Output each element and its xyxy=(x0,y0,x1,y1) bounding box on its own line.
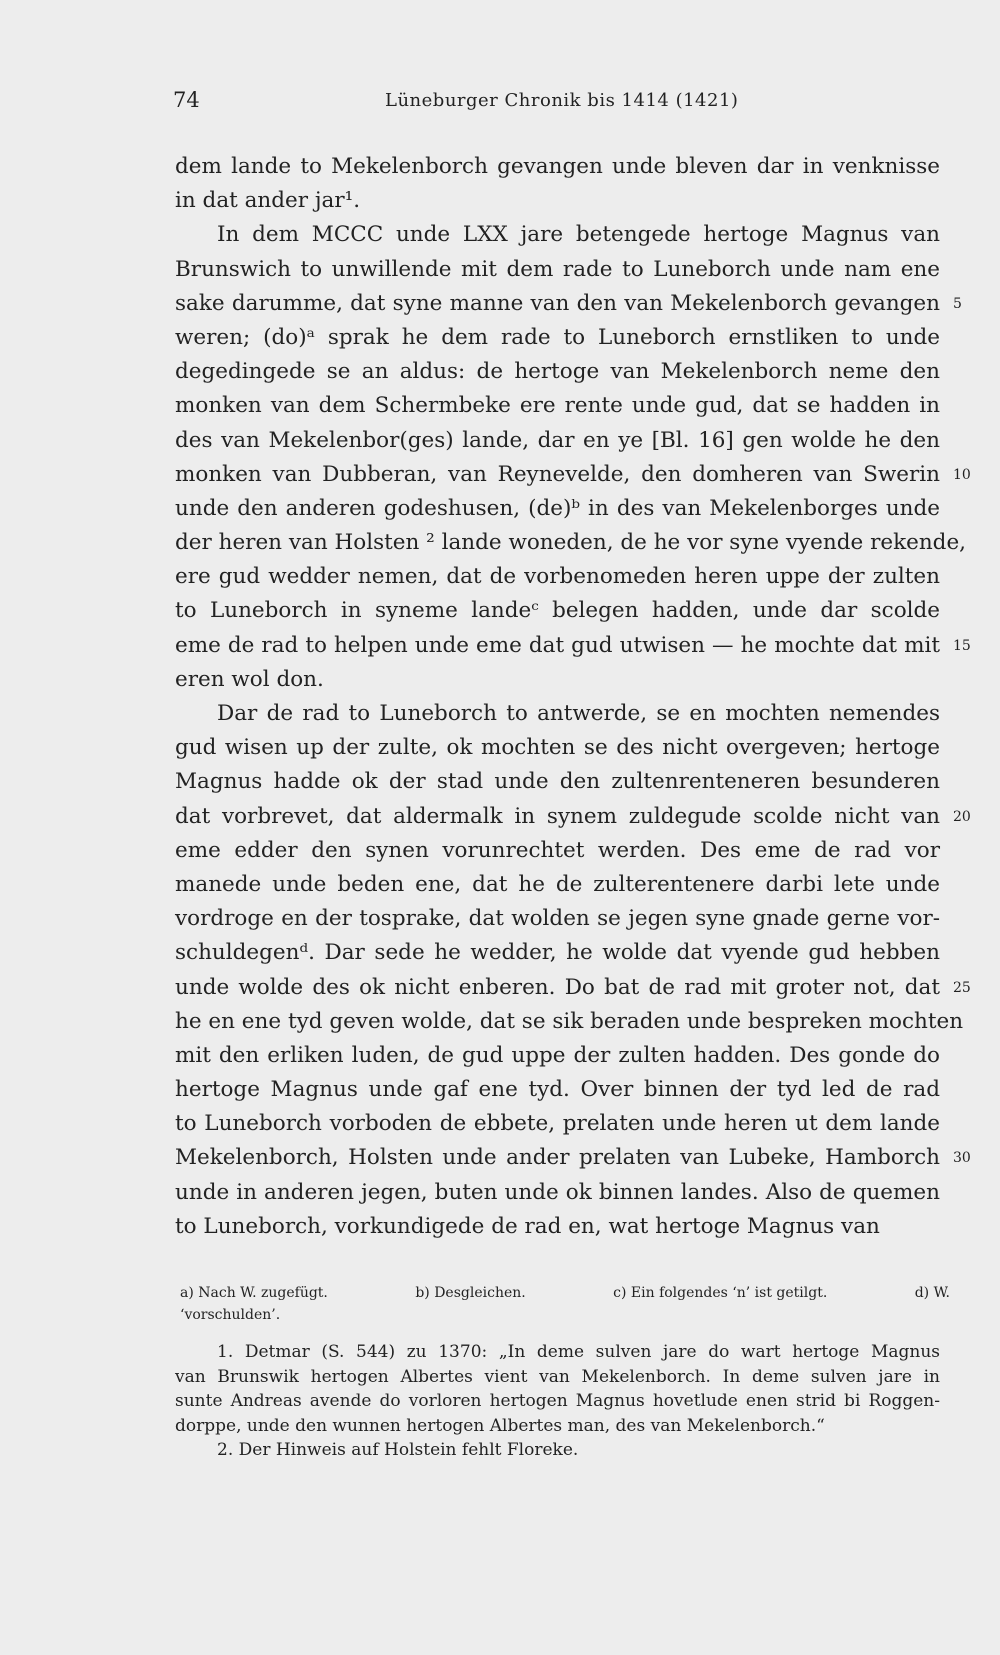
text-line-content: Mekelenborch, Holsten unde ander prelaten van Lubeke, Hamborch xyxy=(175,1145,940,1171)
text-line-content: degedingede se an aldus: de hertoge van Mekelenborch neme den xyxy=(175,359,940,385)
line-number: 20 xyxy=(953,808,971,825)
running-title: Lüneburger Chronik bis 1414 (1421) xyxy=(385,90,739,111)
text-line xyxy=(175,184,940,218)
main-text xyxy=(175,150,971,1244)
text-line xyxy=(175,1005,964,1039)
text-line-content: des van Mekelenbor(ges) lande, dar en ye [Bl. 16] gen wolde he den xyxy=(175,427,940,453)
variant-notes xyxy=(180,1282,950,1326)
text-line xyxy=(175,1073,940,1107)
line-number: 25 xyxy=(953,979,971,996)
line-number: 15 xyxy=(953,637,971,654)
text-line xyxy=(175,1141,971,1175)
footnote-1-line: dorppe, unde den wunnen hertogen Albertes man, des van Mekelenborch.“ xyxy=(175,1415,825,1436)
text-line-content: ere gud wedder nemen, dat de vorbenomeden heren uppe der zulten xyxy=(175,564,940,590)
text-line-content: unde in anderen jegen, buten unde ok binnen landes. Also de quemen xyxy=(175,1179,940,1205)
page-number: 74 xyxy=(173,88,200,112)
text-line xyxy=(175,355,940,389)
text-line xyxy=(175,868,940,902)
line-number: 5 xyxy=(953,295,962,312)
text-line-content: manede unde beden ene, dat he de zulterentenere darbi lete unde xyxy=(175,871,940,897)
text-line-content: Brunswich to unwillende mit dem rade to Luneborch unde nam ene xyxy=(175,256,940,282)
text-line-content: in dat ander jar¹. xyxy=(175,188,361,214)
text-line xyxy=(175,902,940,936)
text-line-content: Dar de rad to Luneborch to antwerde, se en mochten nemendes xyxy=(217,701,940,726)
text-line xyxy=(175,150,940,184)
text-line-content: hertoge Magnus unde gaf ene tyd. Over binnen der tyd led de rad xyxy=(175,1077,940,1103)
text-line xyxy=(175,321,940,355)
page-header xyxy=(0,88,1000,118)
text-line-content: Magnus hadde ok der stad unde den zultenrenteneren besunderen xyxy=(175,769,940,795)
text-line-content: unde wolde des ok nicht enberen. Do bat de rad mit groter not, dat xyxy=(175,974,940,1000)
footnote-1-line: 1. Detmar (S. 544) zu 1370: „In deme sulven jare do wart hertoge Magnus xyxy=(217,1342,940,1362)
text-line-content: monken van Dubberan, van Reynevelde, den domheren van Swerin xyxy=(175,461,940,487)
text-line xyxy=(175,1210,940,1244)
text-line-content: dat vorbrevet, dat aldermalk in synem zuldegude scolde nicht van xyxy=(175,803,940,829)
text-line-content: sake darumme, dat syne manne van den van Mekelenborch gevangen xyxy=(175,290,940,316)
text-line-content: vordroge en der tosprake, dat wolden se jegen syne gnade gerne vor- xyxy=(175,906,940,932)
text-line xyxy=(175,458,971,492)
text-line xyxy=(175,560,940,594)
text-line-content: dem lande to Mekelenborch gevangen unde bleven dar in venknisse xyxy=(175,154,940,179)
variant-note-b: b) Desgleichen. xyxy=(415,1285,526,1301)
line-number: 30 xyxy=(953,1150,971,1167)
text-line xyxy=(175,765,940,799)
text-line xyxy=(175,800,971,834)
text-line xyxy=(175,389,940,423)
variant-note-d: d) W. xyxy=(914,1285,950,1301)
line-number: 10 xyxy=(953,466,971,483)
text-line xyxy=(175,218,940,252)
text-line-content: schuldegenᵈ. Dar sede he wedder, he wolde dat vyende gud hebben xyxy=(175,940,940,966)
text-line xyxy=(175,492,940,526)
text-line xyxy=(175,936,940,970)
text-line-content: unde den anderen godeshusen, (de)ᵇ in des van Mekelenborges unde xyxy=(175,495,940,521)
text-line-content: eme de rad to helpen unde eme dat gud utwisen — he mochte dat mit xyxy=(175,632,940,658)
text-line-content: to Luneborch, vorkundigede de rad en, wat hertoge Magnus van xyxy=(175,1213,880,1239)
text-line xyxy=(175,253,940,287)
text-line xyxy=(175,697,940,731)
footnotes xyxy=(175,1340,945,1463)
text-line xyxy=(175,663,940,697)
footnote-1-line: van Brunswik hertogen Albertes vient van Mekelenborch. In deme sulven jare in xyxy=(175,1366,940,1387)
text-line-content: eren wol don. xyxy=(175,666,324,692)
text-line xyxy=(175,1176,940,1210)
footnote-2: 2. Der Hinweis auf Holstein fehlt Floreke. xyxy=(217,1440,579,1460)
text-line-content: he en ene tyd geven wolde, dat se sik beraden unde bespreken mochten xyxy=(175,1008,964,1034)
variant-note-a: a) Nach W. zugefügt. xyxy=(180,1285,328,1301)
text-line xyxy=(175,629,971,663)
text-line-content: monken van dem Schermbeke ere rente unde gud, dat se hadden in xyxy=(175,393,940,419)
text-line xyxy=(175,594,940,628)
text-line-content: eme edder den synen vorunrechtet werden. Des eme de rad vor xyxy=(175,837,940,863)
text-line-content: gud wisen up der zulte, ok mochten se des nicht overgeven; hertoge xyxy=(175,735,940,761)
text-line-content: mit den erliken luden, de gud uppe der zulten hadden. Des gonde do xyxy=(175,1042,940,1068)
text-line-content: to Luneborch in syneme landeᶜ belegen hadden, unde dar scolde xyxy=(175,598,940,624)
text-line xyxy=(175,1039,940,1073)
text-line xyxy=(175,1107,940,1141)
text-line xyxy=(175,731,940,765)
variant-note-c: c) Ein folgendes ‘n’ ist getilgt. xyxy=(613,1285,828,1301)
text-line xyxy=(175,424,940,458)
text-line-content: to Luneborch vorboden de ebbete, prelaten unde heren ut dem lande xyxy=(175,1111,940,1137)
text-line xyxy=(175,834,940,868)
text-line-content: In dem MCCC unde LXX jare betengede hertoge Magnus van xyxy=(217,222,940,248)
footnote-1-line: sunte Andreas avende do vorloren hertogen Magnus hovetlude enen strid bi Roggen- xyxy=(175,1391,940,1411)
text-line-content: weren; (do)ᵃ sprak he dem rade to Luneborch ernstliken to unde xyxy=(175,324,940,350)
text-line xyxy=(175,971,971,1005)
text-line xyxy=(175,287,962,321)
text-line-content: der heren van Holsten ² lande woneden, de he vor syne vyende rekende, xyxy=(175,530,966,556)
variant-row xyxy=(180,1282,950,1304)
text-line xyxy=(175,526,966,560)
variant-note-d-continuation: ‘vorschulden’. xyxy=(180,1307,281,1323)
